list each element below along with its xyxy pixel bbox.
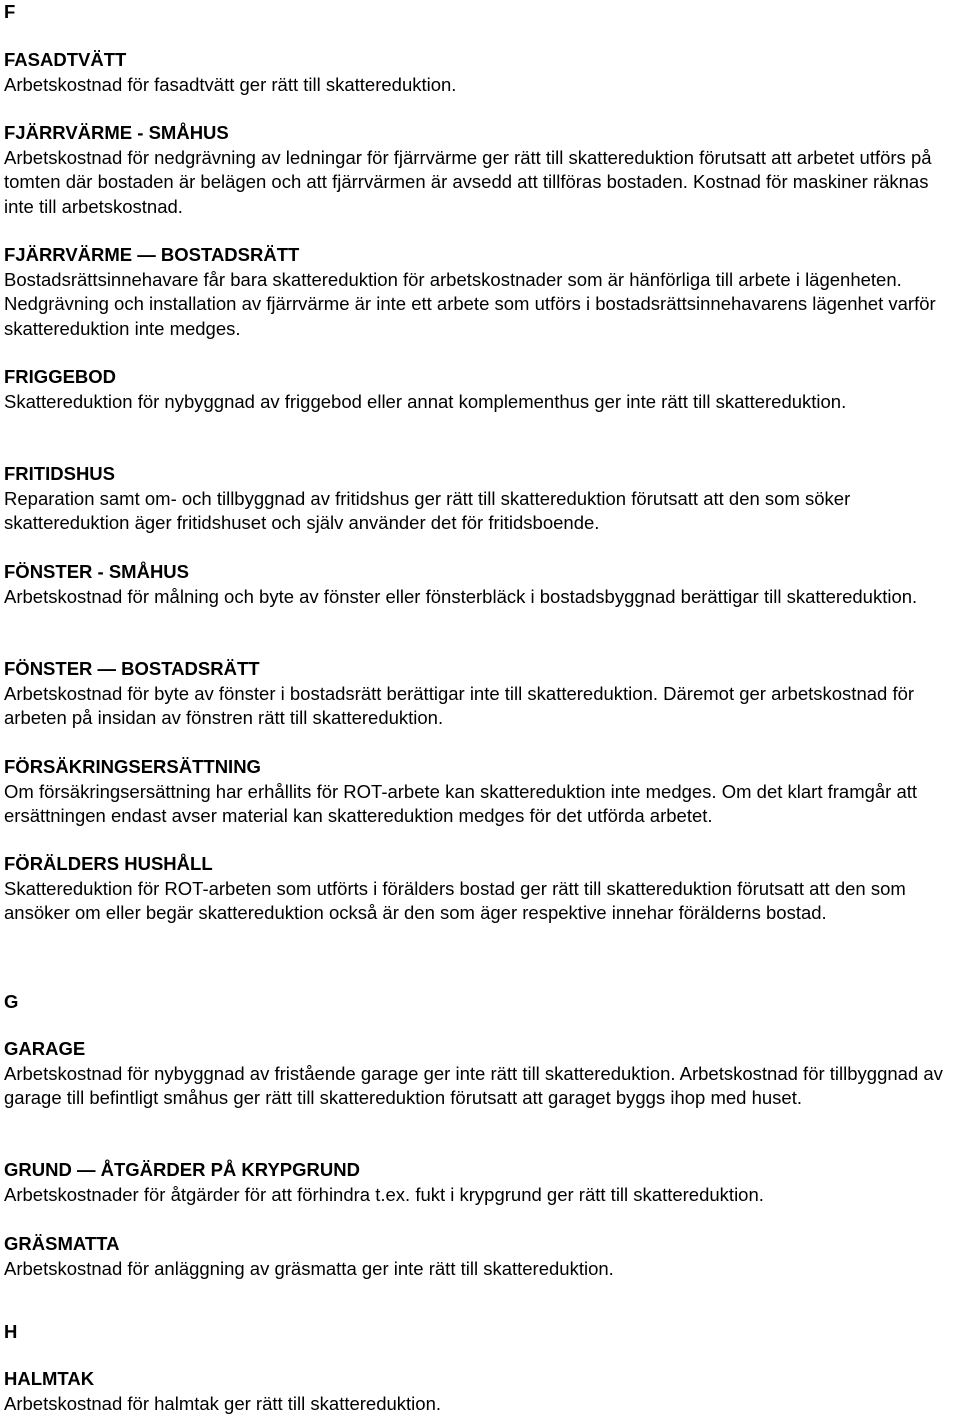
entry-term: FÖNSTER — BOSTADSRÄTT [4,658,260,679]
entry-description: Arbetskostnad för fasadtvätt ger rätt till skattereduktion. [4,73,457,95]
entry-description: Arbetskostnader för åtgärder för att förhindra t.ex. fukt i krypgrund ger rätt till skattereduktion. [4,1183,764,1205]
entry-description: Om försäkringsersättning har erhållits för ROT-arbete kan skattereduktion inte medges. Om det klart framgår att ersättningen endast avser material kan skattereduktion medges för det utförda arbetet. [4,780,918,826]
entry-foralders-hushall [4,852,958,926]
entry-description: Bostadsrättsinnehavare får bara skattereduktion för arbetskostnader som är hänförliga till arbete i lägenheten. Nedgrävning och installation av fjärrvärme är inte ett arbete som utförs i bostadsrättsinnehavarens lägenhet varför skattereduktion inte medges. [4,268,936,339]
entry-fjarrvarme-bostadsratt [4,243,958,341]
entry-description: Arbetskostnad för anläggning av gräsmatta ger inte rätt till skattereduktion. [4,1257,614,1279]
entry-forsakringsersattning [4,755,958,829]
section-letter-g: G [4,991,19,1012]
entry-fjarrvarme-smahus [4,121,958,219]
entry-term: GRÄSMATTA [4,1233,120,1254]
entry-fonster-bostadsratt [4,657,958,731]
entry-description: Skattereduktion för nybyggnad av friggebod eller annat komplementhus ger inte rätt till skattereduktion. [4,390,847,412]
entry-grund-krypgrund [4,1158,958,1207]
entry-halmtak [4,1367,958,1416]
entry-grasmatta [4,1232,958,1281]
entry-garage [4,1037,958,1111]
entry-friggebod [4,365,958,414]
entry-description: Arbetskostnad för halmtak ger rätt till skattereduktion. [4,1392,442,1414]
entry-description: Arbetskostnad för målning och byte av fönster eller fönsterbläck i bostadsbyggnad berättigar till skattereduktion. [4,585,918,607]
entry-description: Arbetskostnad för nedgrävning av ledningar för fjärrvärme ger rätt till skattereduktion förutsatt att arbetet utförs på tomten där bostaden är belägen och att fjärrvärmen är avsedd att tillföras bostaden. Kostnad för maskiner räknas inte till arbetskostnad. [4,146,932,217]
entry-term: FRITIDSHUS [4,463,115,484]
entry-term: FÖNSTER - SMÅHUS [4,561,189,582]
entry-fasadtvatt [4,48,958,97]
entry-term: FRIGGEBOD [4,366,117,387]
entry-term: GARAGE [4,1038,86,1059]
entry-fritidshus [4,462,958,536]
entry-term: FÖRSÄKRINGSERSÄTTNING [4,756,261,777]
entry-term: GRUND — ÅTGÄRDER PÅ KRYPGRUND [4,1159,360,1180]
entry-description: Arbetskostnad för nybyggnad av fristående garage ger inte rätt till skattereduktion. Arbetskostnad för tillbyggnad av garage till befintligt småhus ger rätt till skattereduktion förutsatt att garaget byggs ihop med huset. [4,1062,943,1108]
entry-term: FJÄRRVÄRME — BOSTADSRÄTT [4,244,300,265]
entry-term: FASADTVÄTT [4,49,127,70]
entry-term: FJÄRRVÄRME - SMÅHUS [4,122,229,143]
entry-description: Reparation samt om- och tillbyggnad av fritidshus ger rätt till skattereduktion förutsatt att den som söker skattereduktion äger fritidshuset och själv använder det för fritidsboende. [4,487,851,533]
section-letter-f: F [4,1,16,22]
entry-fonster-smahus [4,560,958,609]
section-letter-h: H [4,1321,18,1342]
entry-term: FÖRÄLDERS HUSHÅLL [4,853,213,874]
entry-description: Skattereduktion för ROT-arbeten som utförts i förälders bostad ger rätt till skattereduktion förutsatt att den som ansöker om eller begär skattereduktion också är den som äger respektive innehar förälderns bostad. [4,877,906,923]
entry-term: HALMTAK [4,1368,95,1389]
entry-description: Arbetskostnad för byte av fönster i bostadsrätt berättigar inte till skattereduktion. Däremot ger arbetskostnad för arbeten på insidan av fönstren rätt till skattereduktion. [4,682,915,728]
